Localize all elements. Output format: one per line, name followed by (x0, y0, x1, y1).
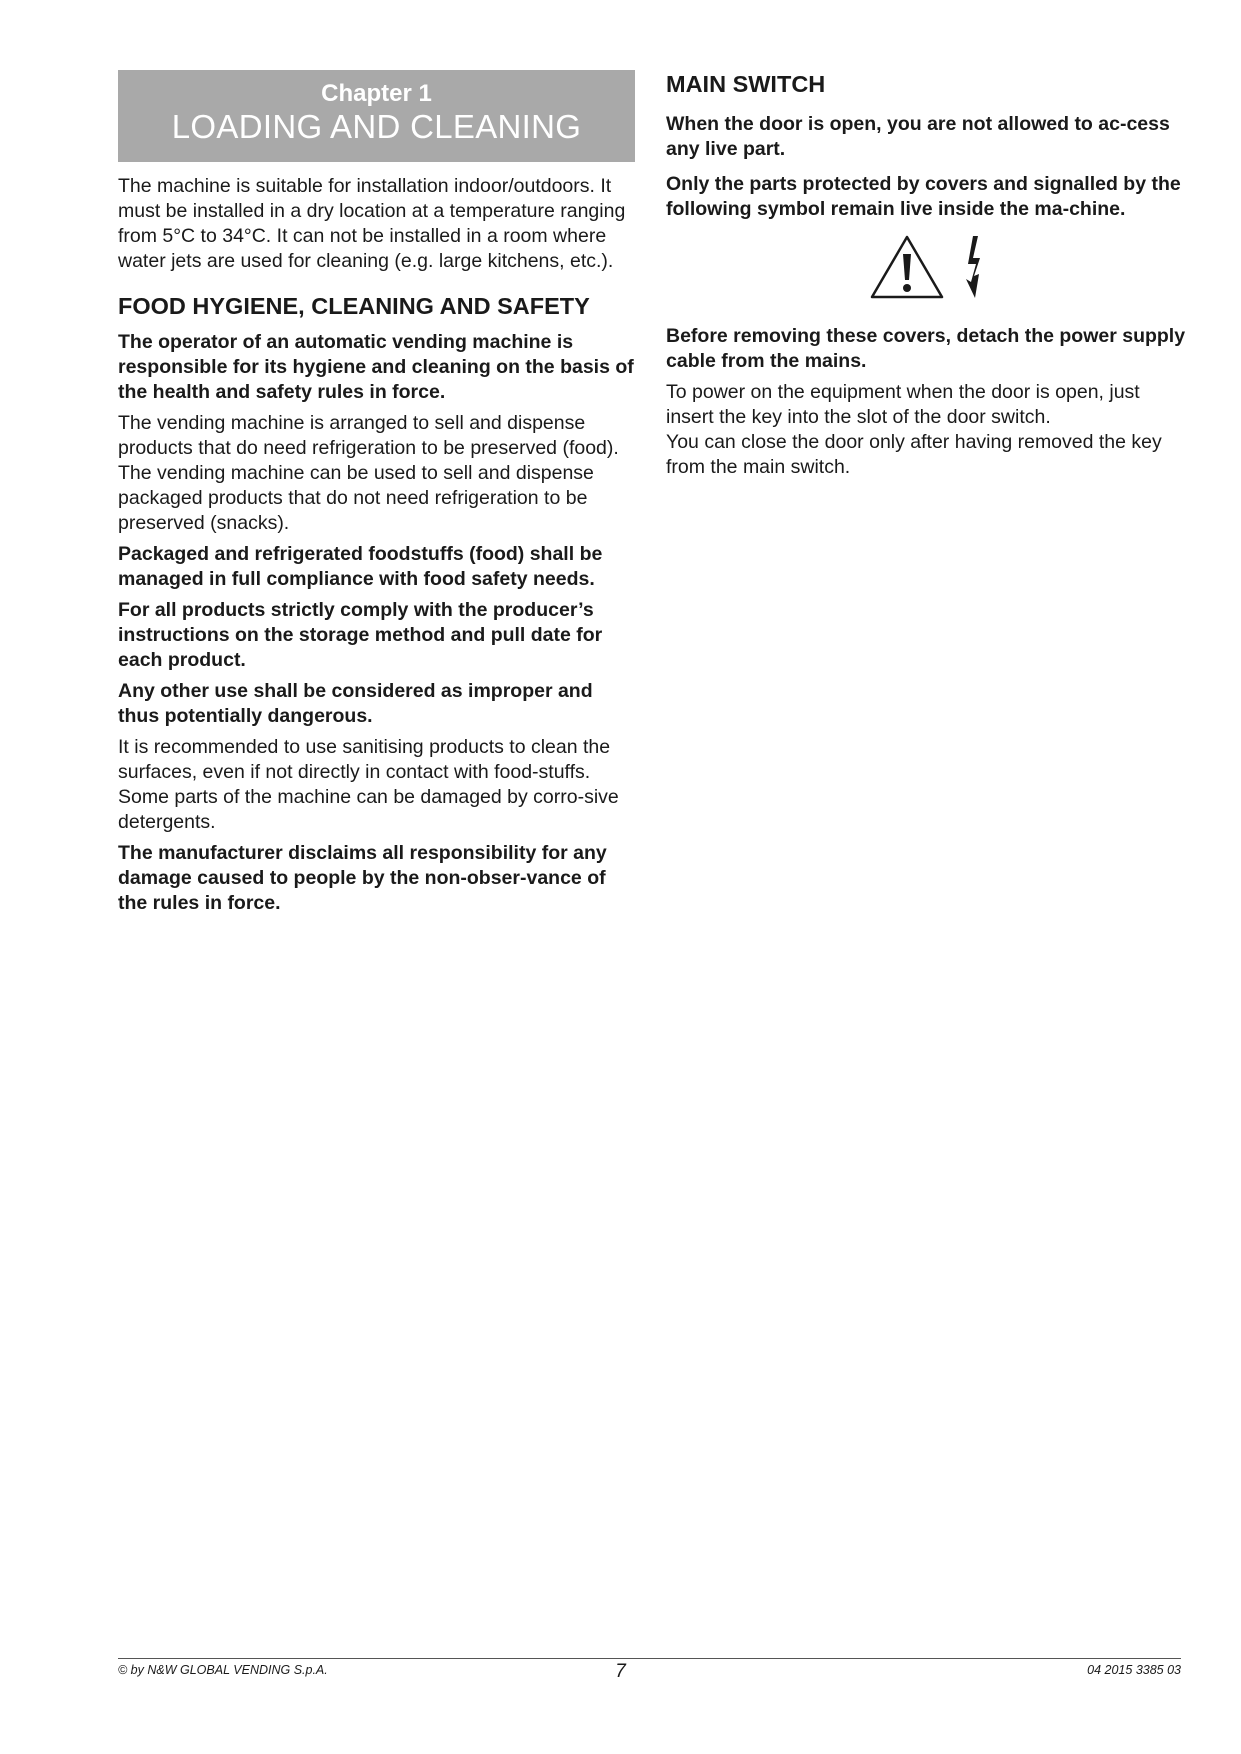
detergents-paragraph: Some parts of the machine can be damaged by corro-sive detergents. (118, 786, 619, 833)
remove-covers-paragraph: Before removing these covers, detach the power supply cable from the mains. (666, 325, 1186, 372)
chapter-header (118, 70, 635, 162)
left-column (118, 70, 635, 922)
power-on-paragraph: To power on the equipment when the door is open, just insert the key into the slot of the door switch. (666, 381, 1140, 428)
section-heading-food-hygiene: FOOD HYGIENE, CLEANING AND SAFETY (118, 293, 590, 319)
operator-responsibility-paragraph: The operator of an automatic vending machine is responsible for its hygiene and cleaning on the basis of the health and safety rules in force. (118, 331, 634, 403)
food-paragraph: The vending machine is arranged to sell and dispense products that do need refrigeration to be preserved (food). (118, 412, 619, 459)
intro-paragraph: The machine is suitable for installation indoor/outdoors. It must be installed in a dry location at a temperature ranging from 5°C to 34°C. It can not be installed in a room where water jets are used for cleaning (e.g. large kitchens, etc.). (118, 175, 626, 272)
warning-triangle-icon (869, 234, 945, 300)
chapter-label: Chapter 1 (321, 80, 432, 107)
disclaimer-paragraph: The manufacturer disclaims all responsibility for any damage caused to people by the non-obser-vance of the rules in force. (118, 842, 607, 914)
hazard-symbols (666, 234, 1191, 300)
live-parts-paragraph: Only the parts protected by covers and signalled by the following symbol remain live inside the ma-chine. (666, 173, 1181, 220)
improper-use-paragraph: Any other use shall be considered as improper and thus potentially dangerous. (118, 680, 593, 727)
food-safety-paragraph: Packaged and refrigerated foodstuffs (food) shall be managed in full compliance with food safety needs. (118, 543, 603, 590)
right-column (666, 70, 1191, 486)
close-door-paragraph: You can close the door only after having removed the key from the main switch. (666, 431, 1162, 478)
snacks-paragraph: The vending machine can be used to sell and dispense packaged products that do not need refrigeration to be preserved (snacks). (118, 462, 594, 534)
footer-divider (118, 1658, 1181, 1659)
sanitising-paragraph: It is recommended to use sanitising products to clean the surfaces, even if not directly in contact with food-stuffs. (118, 736, 611, 783)
door-open-paragraph: When the door is open, you are not allowed to ac-cess any live part. (666, 113, 1170, 160)
footer-page-number: 7 (615, 1661, 626, 1682)
section-heading-main-switch: MAIN SWITCH (666, 71, 826, 97)
chapter-title: LOADING AND CLEANING (171, 108, 582, 145)
footer-copyright: © by N&W GLOBAL VENDING S.p.A. (118, 1663, 328, 1677)
footer-doc-code: 04 2015 3385 03 (1087, 1663, 1181, 1677)
producer-instructions-paragraph: For all products strictly comply with the producer’s instructions on the storage method and pull date for each product. (118, 599, 603, 671)
lightning-bolt-icon (959, 234, 989, 300)
